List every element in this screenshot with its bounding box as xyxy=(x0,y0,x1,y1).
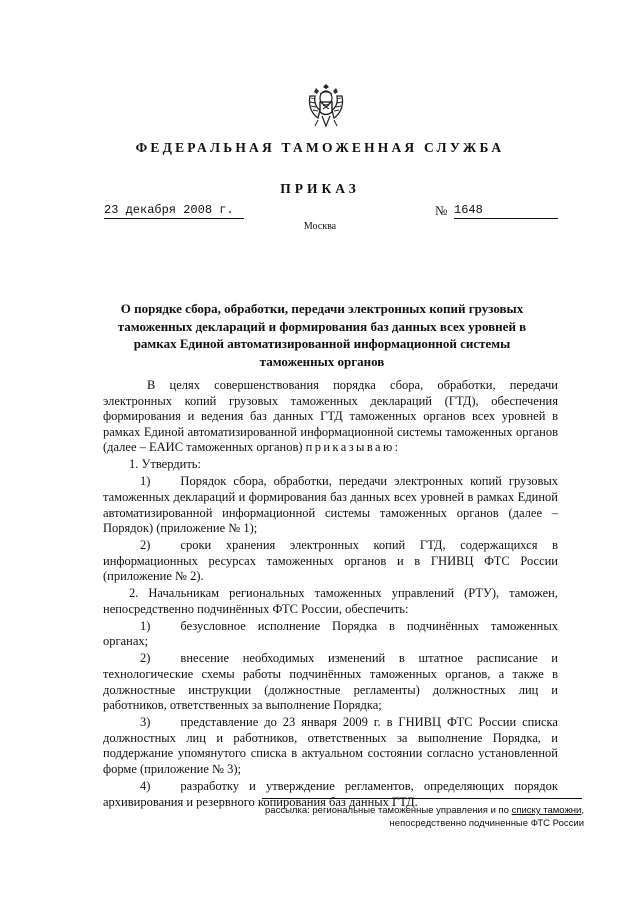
order-title: О порядке сбора, обработки, передачи электронных копий грузовых таможенных деклараций и формирования баз данных всех уровней в рамках Единой автоматизированной информационной системы таможенных органов xyxy=(117,301,527,369)
section-2-item-3 xyxy=(103,715,558,777)
mailing-list xyxy=(260,804,584,830)
order-number: 1648 xyxy=(454,203,558,219)
item-number: 3) xyxy=(140,715,151,730)
footer-divider xyxy=(262,798,582,799)
item-number: 1) xyxy=(140,618,151,633)
item-text: сроки хранения электронных копий ГТД, содержащихся в информационных ресурсах таможенных органов и в ГНИВЦ ФТС России (приложение № 2). xyxy=(103,538,558,584)
item-number: 1) xyxy=(140,474,151,489)
mailing-label: рассылка: региональные таможенные управления и по xyxy=(265,805,509,816)
section-1-item-1 xyxy=(103,474,558,536)
item-text: представление до 23 января 2009 г. в ГНИВЦ ФТС России списка должностных лиц и работников, ответственных за выполнение Порядка, и поддержание упомянутого списка в актуальном состоянии согласно установленной форме (приложение № 3); xyxy=(103,715,558,776)
section-1-item-2 xyxy=(103,538,558,585)
mailing-line-1: рассылка: региональные таможенные управления и по списку таможни, xyxy=(265,805,584,816)
section-2-heading: 2. Начальникам региональных таможенных управлений (РТУ), таможен, непосредственно подчинённых ФТС России, обеспечить: xyxy=(103,586,558,616)
mailing-line-2: непосредственно подчиненные ФТС России xyxy=(389,818,584,829)
order-number-label: № xyxy=(435,203,448,218)
item-number: 2) xyxy=(140,538,151,553)
agency-name: ФЕДЕРАЛЬНАЯ ТАМОЖЕННАЯ СЛУЖБА xyxy=(135,140,505,155)
item-number: 2) xyxy=(140,651,151,666)
item-text: внесение необходимых изменений в штатное расписание и технологические схемы работы подчинённых таможенных органов, а также в должностные инструкции (должностные регламенты) должностных лиц и работников, ответственных за выполнение Порядка; xyxy=(103,651,558,713)
coat-of-arms-icon xyxy=(306,80,346,132)
order-body xyxy=(103,378,558,812)
intro-paragraph xyxy=(103,378,558,456)
item-text: безусловное исполнение Порядка в подчинённых таможенных органах; xyxy=(103,618,558,649)
section-1-heading: 1. Утвердить: xyxy=(129,457,201,472)
document-type: ПРИКАЗ xyxy=(280,181,360,196)
item-text: Порядок сбора, обработки, передачи электронных копий грузовых таможенных деклараций и формирования баз данных всех уровней в рамках Единой автоматизированной информационной системы таможенных органов (далее – Порядок) (приложение № 1); xyxy=(103,474,558,536)
mailing-link: списку таможни xyxy=(511,805,582,816)
section-2-item-2 xyxy=(103,651,558,713)
item-text: разработку и утверждение регламентов, определяющих порядок архивирования и резервного копирования баз данных ГТД. xyxy=(103,778,558,809)
city: Москва xyxy=(303,221,337,232)
section-2-item-1 xyxy=(103,619,558,650)
item-number: 4) xyxy=(140,778,151,793)
intro-text: В целях совершенствования порядка сбора, обработки, передачи электронных копий грузовых таможенных деклараций (ГТД), обеспечения формирования и ведения баз данных ГТД таможенных органов всех уровней в рамках Единой автоматизированной информационной системы таможенных органов (далее – ЕАИС таможенных органов) xyxy=(103,378,558,455)
intro-order-word: приказываю: xyxy=(305,440,401,455)
order-date: 23 декабря 2008 г. xyxy=(104,203,244,219)
